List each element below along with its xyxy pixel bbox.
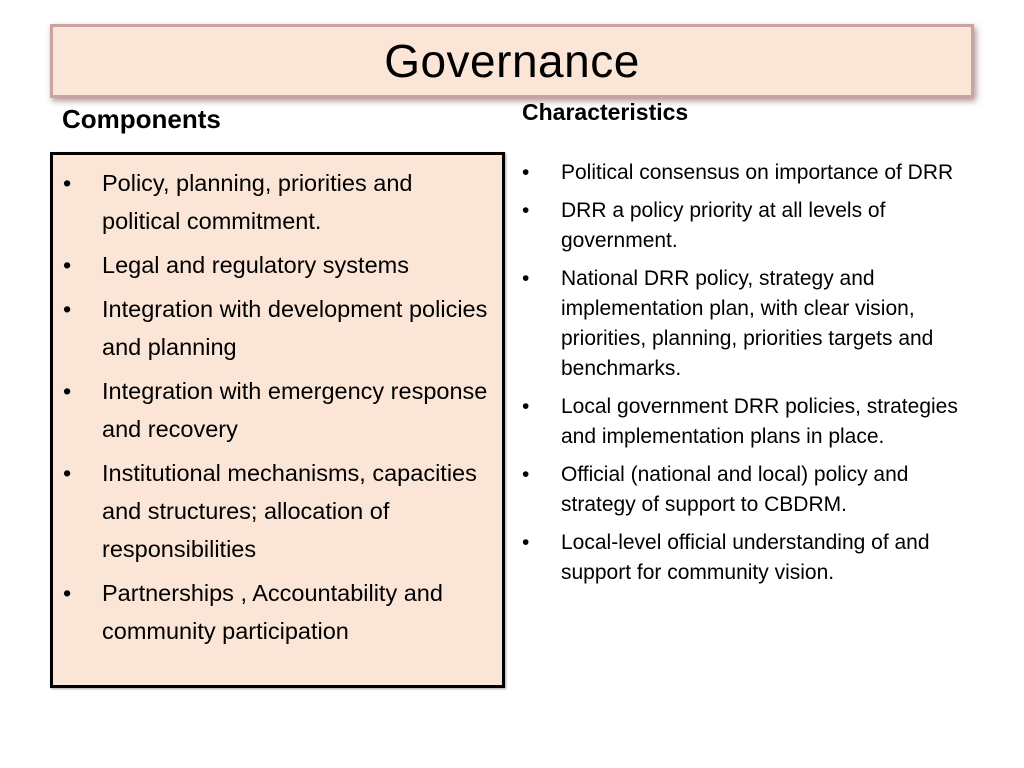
bullet-icon: • [522,161,530,184]
bullet-icon: • [522,463,530,486]
characteristics-item-text: Local government DRR policies, strategies and implementation plans in place. [561,395,958,448]
components-list-item [63,574,493,650]
bullet-icon: • [63,580,72,606]
characteristics-list-item [522,264,982,384]
characteristics-list-item [522,196,982,256]
components-list [63,164,493,656]
components-item-text: Integration with development policies and planning [102,296,488,360]
bullet-icon: • [522,199,530,222]
components-item-text: Institutional mechanisms, capacities and structures; allocation of responsibilities [102,460,477,562]
characteristics-list [522,158,982,596]
characteristics-item-text: Local-level official understanding of and support for community vision. [561,531,930,584]
characteristics-item-text: DRR a policy priority at all levels of government. [561,199,886,252]
components-box [50,152,505,688]
bullet-icon: • [63,296,72,322]
bullet-icon: • [522,267,530,290]
bullet-icon: • [522,531,530,554]
components-list-item [63,372,493,448]
characteristics-list-item [522,158,982,188]
characteristics-item-text: National DRR policy, strategy and implementation plan, with clear vision, priorities, planning, priorities targets and benchmarks. [561,267,934,380]
components-list-item [63,454,493,568]
components-heading: Components [62,104,221,134]
characteristics-item-text: Political consensus on importance of DRR [561,161,954,184]
components-item-text: Legal and regulatory systems [102,252,409,278]
bullet-icon: • [522,395,530,418]
characteristics-list-item [522,392,982,452]
components-list-item [63,246,493,284]
components-list-item [63,290,493,366]
components-item-text: Partnerships , Accountability and community participation [102,580,443,644]
characteristics-item-text: Official (national and local) policy and strategy of support to CBDRM. [561,463,909,516]
bullet-icon: • [63,460,72,486]
characteristics-list-item [522,460,982,520]
characteristics-heading: Characteristics [522,99,689,125]
components-list-item [63,164,493,240]
bullet-icon: • [63,252,72,278]
bullet-icon: • [63,170,72,196]
components-item-text: Integration with emergency response and recovery [102,378,488,442]
title-banner [50,24,974,98]
components-item-text: Policy, planning, priorities and political commitment. [102,170,413,234]
characteristics-list-item [522,528,982,588]
bullet-icon: • [63,378,72,404]
slide-title: Governance [384,35,640,87]
